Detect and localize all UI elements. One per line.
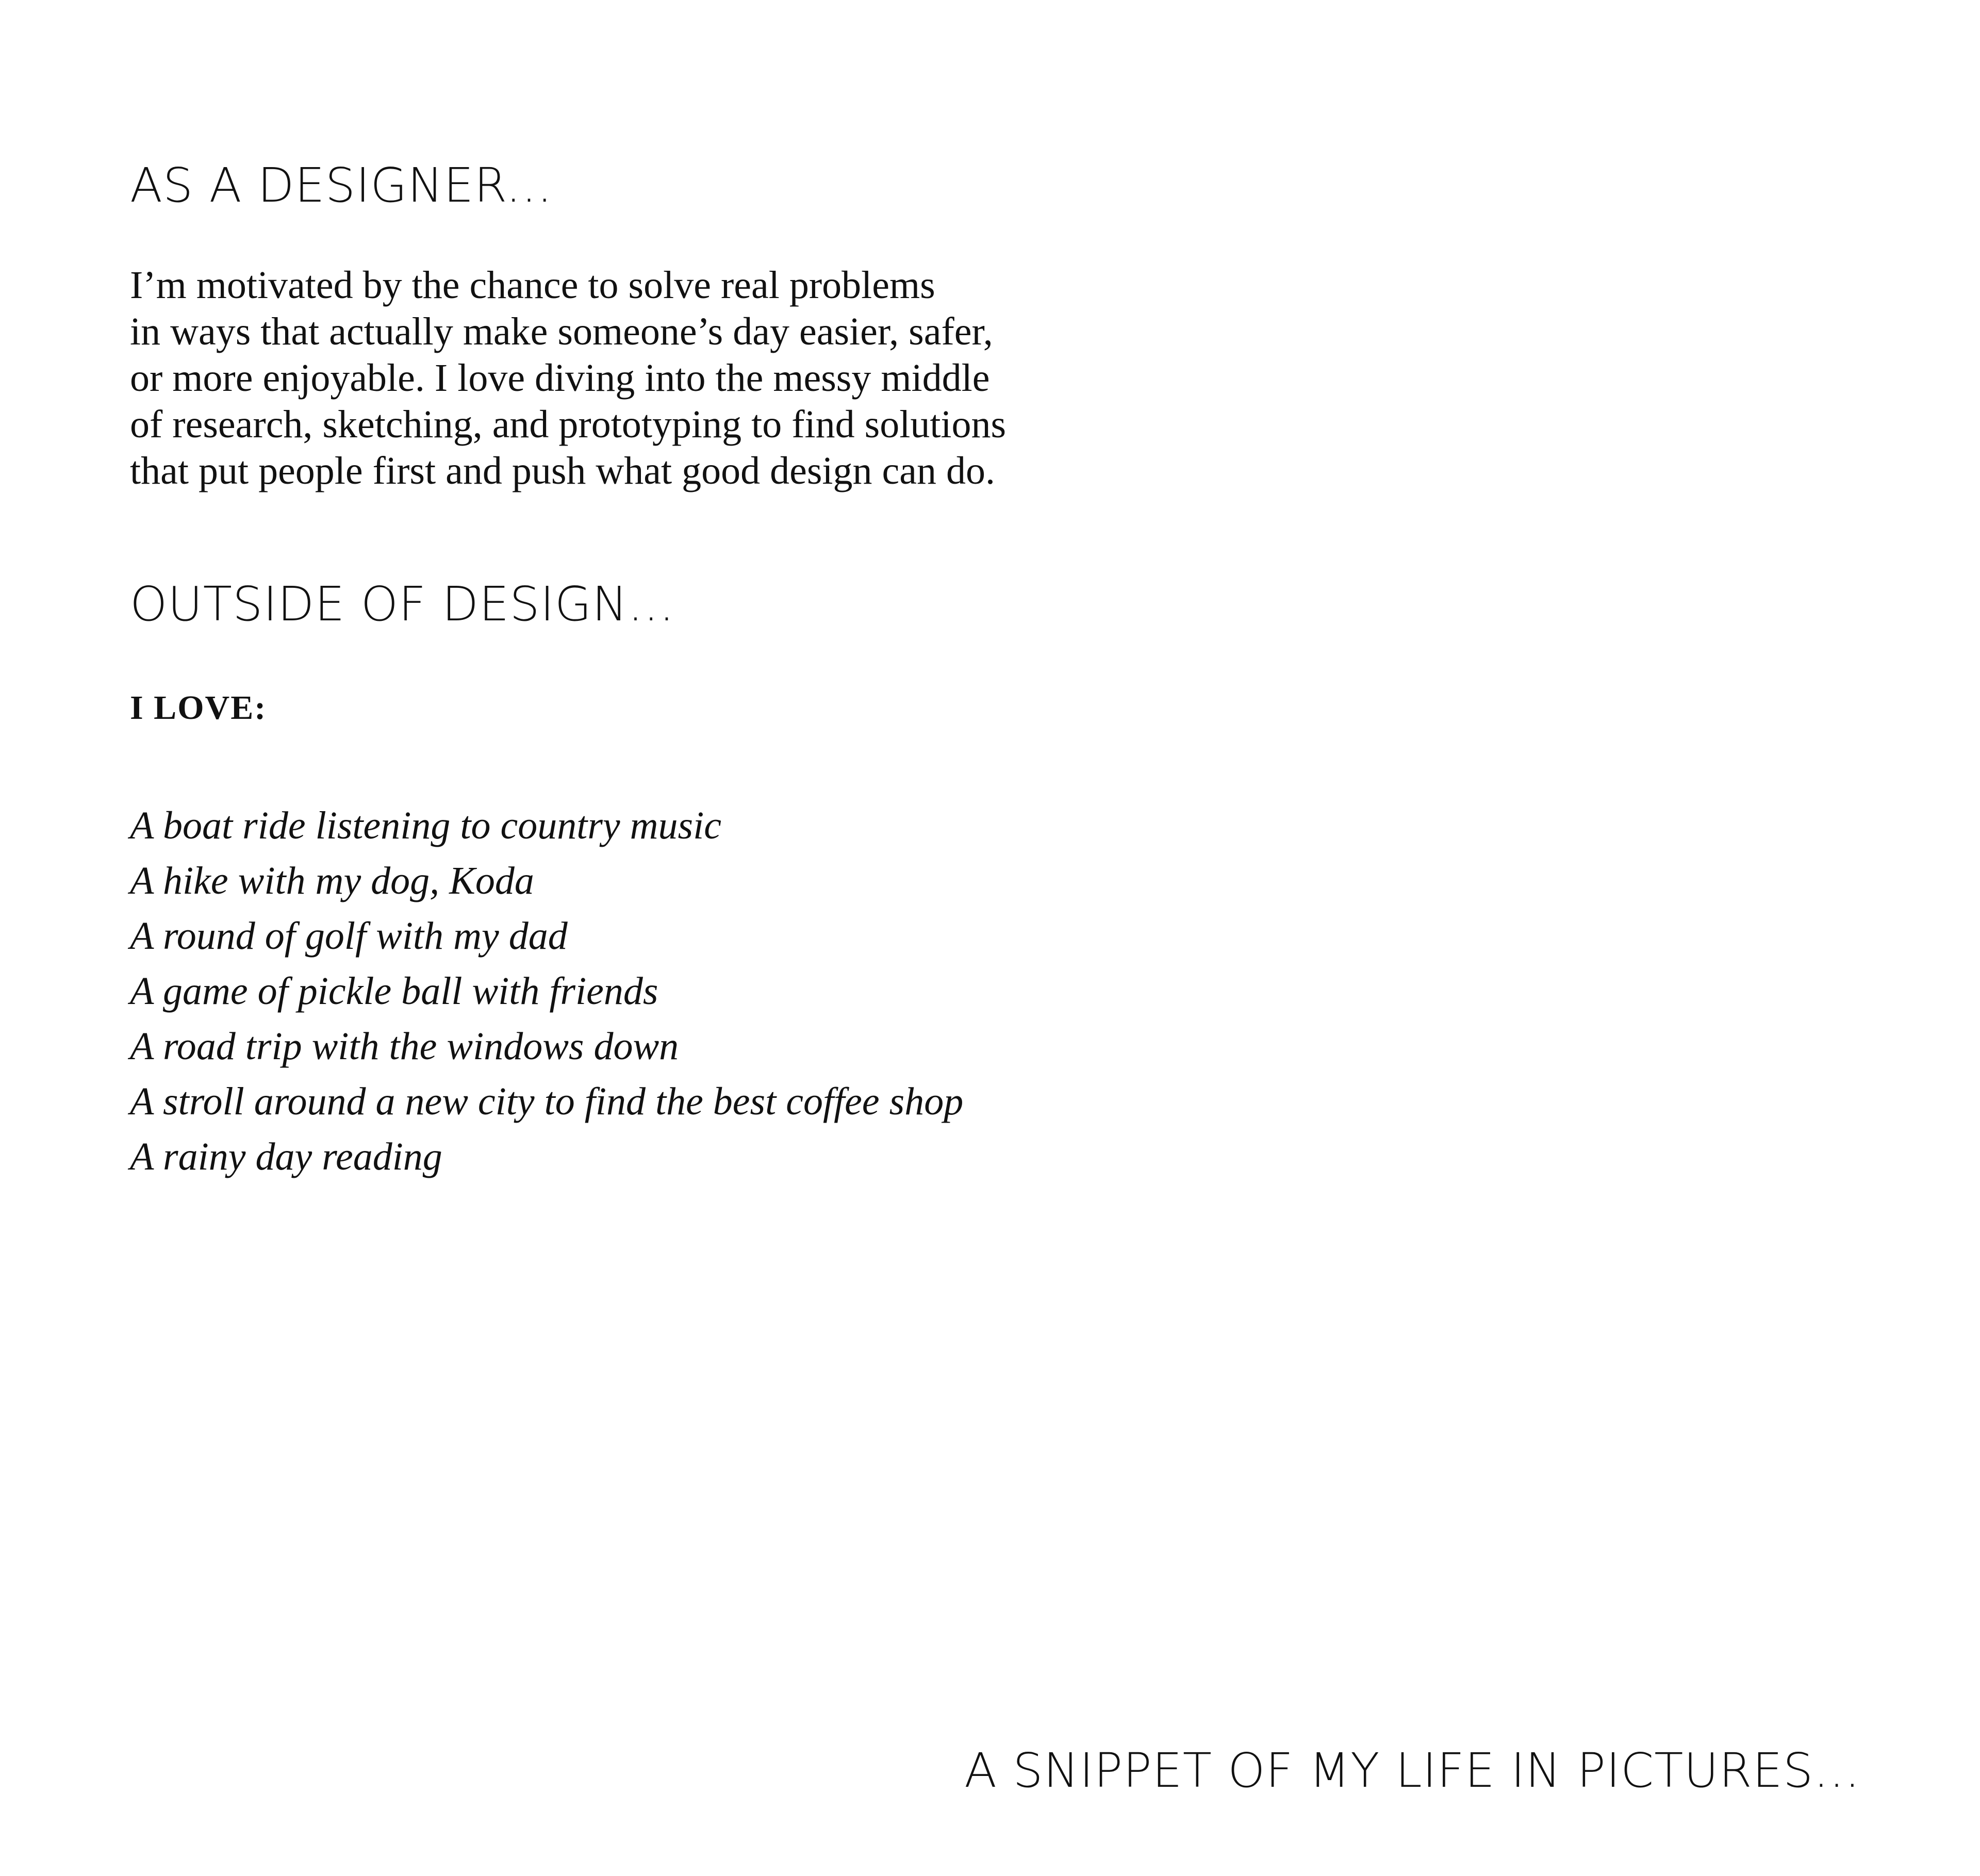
- love-item: A rainy day reading: [130, 1135, 442, 1178]
- love-item: A hike with my dog, Koda: [130, 859, 534, 902]
- love-item: A road trip with the windows down: [130, 1025, 679, 1068]
- love-item: A stroll around a new city to find the best coffee shop: [130, 1080, 964, 1123]
- pictures-heading: A SNIPPET OF MY LIFE IN PICTURES...: [964, 1743, 1860, 1798]
- bio-line: in ways that actually make someone’s day easier, safer,: [130, 310, 993, 353]
- love-item: A game of pickle ball with friends: [130, 969, 658, 1013]
- bio-line: or more enjoyable. I love diving into the messy middle: [130, 356, 990, 400]
- bio-line: that put people first and push what good design can do.: [130, 449, 996, 492]
- bio-line: I’m motivated by the chance to solve real problems: [130, 264, 935, 307]
- bio-line: of research, sketching, and prototyping to find solutions: [130, 403, 1006, 446]
- love-item: A boat ride listening to country music: [130, 804, 721, 847]
- designer-heading: AS A DESIGNER...: [130, 158, 553, 213]
- love-item: A round of golf with my dad: [130, 914, 568, 958]
- designer-bio: [130, 262, 1006, 494]
- outside-design-heading: OUTSIDE OF DESIGN...: [130, 577, 675, 632]
- love-label: I LOVE:: [130, 689, 267, 727]
- love-list: [130, 798, 963, 1184]
